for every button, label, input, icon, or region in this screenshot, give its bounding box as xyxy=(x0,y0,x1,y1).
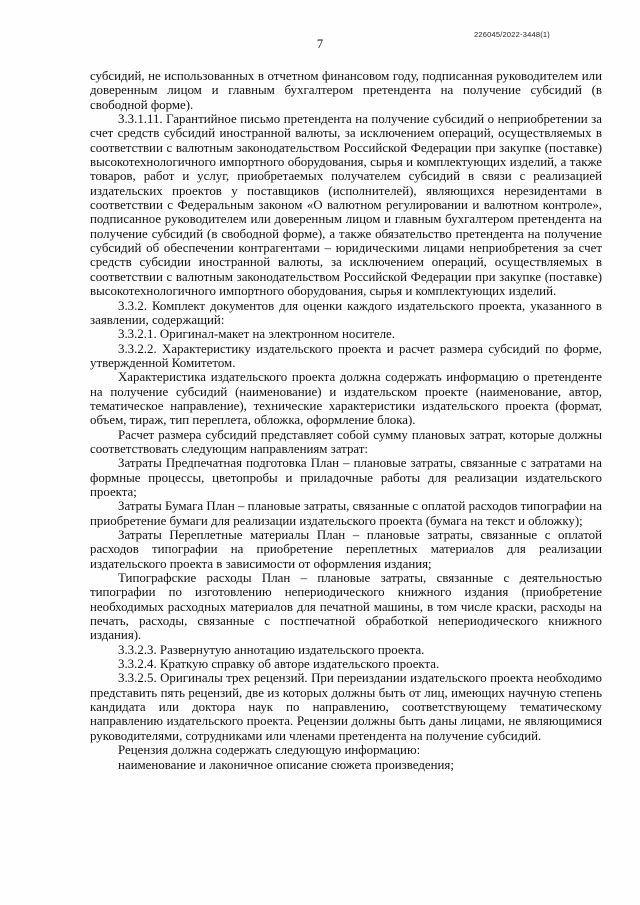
paragraph-project-characteristics: Характеристика издательского проекта должна содержать информацию о претенденте на получение субсидий (наименование) и издательском проекте (наименование, автор, тематическое направление), технические характеристики издательского проекта (формат, объем, тираж, тип переплета, обложка, оформление блока). xyxy=(90,370,602,428)
paragraph-3-3-1-11: 3.3.1.11. Гарантийное письмо претендента на получение субсидий о неприобретении за счет средств субсидий иностранной валюты, за исключением операций, осуществляемых в соответствии с валютным законодательством Российской Федерации при закупке (поставке) высокотехнологичного импортного оборудования, сырья и комплектующих изделий, а также товаров, работ и услуг, приобретаемых получателем субсидий в связи с реализацией издательских проектов у поставщиков (исполнителей), являющихся нерезидентами в соответствии с Федеральным законом «О валютном регулировании и валютном контроле», подписанное руководителем или доверенным лицом и главным бухгалтером претендента на получение субсидий (в свободной форме), а также обязательство претендента на получение субсидий об обеспечении контрагентами – юридическими лицами неприобретения за счет средств субсидии иностранной валюты, за исключением операций, осуществляемых в соответствии с валютным законодательством Российской Федерации при закупке (поставке) высокотехнологичного импортного оборудования, сырья и комплектующих изделий. xyxy=(90,112,602,299)
paragraph-continuation: субсидий, не использованных в отчетном финансовом году, подписанная руководителем или доверенным лицом и главным бухгалтером претендента на получение субсидий (в свободной форме). xyxy=(90,69,602,112)
paragraph-3-3-2-3: 3.3.2.3. Развернутую аннотацию издательского проекта. xyxy=(118,642,425,657)
paragraph-3-3-2-4: 3.3.2.4. Краткую справку об авторе издательского проекта. xyxy=(118,657,440,672)
paragraph-3-3-2-2: 3.3.2.2. Характеристику издательского проекта и расчет размера субсидий по форме, утвержденной Комитетом. xyxy=(90,341,602,370)
document-body xyxy=(90,69,602,772)
paragraph-3-3-2: 3.3.2. Комплект документов для оценки каждого издательского проекта, указанного в заявлении, содержащий: xyxy=(90,298,602,327)
paragraph-printing-costs: Типографские расходы План – плановые затраты, связанные с деятельностью типографии по изготовлению непериодического книжного издания (приобретение необходимых расходных материалов для печатной машины, в том числе краски, расходы на печать, расходы, связанные с постпечатной обработкой непериодического книжного издания). xyxy=(90,571,602,643)
paragraph-paper-costs: Затраты Бумага План – плановые затраты, связанные с оплатой расходов типографии на приобретение бумаги для реализации издательского проекта (бумага на текст и обложку); xyxy=(90,499,602,528)
paragraph-3-3-2-1: 3.3.2.1. Оригинал-макет на электронном носителе. xyxy=(118,327,395,342)
paragraph-subsidy-calculation: Расчет размера субсидий представляет собой сумму плановых затрат, которые должны соответствовать следующим направлениям затрат: xyxy=(90,427,602,456)
paragraph-review-item-title: наименование и лаконичное описание сюжета произведения; xyxy=(118,757,454,772)
document-registration-number: 226045/2022-3448(1) xyxy=(474,30,550,39)
paragraph-3-3-2-5: 3.3.2.5. Оригиналы трех рецензий. При переиздании издательского проекта необходимо представить пять рецензий, две из которых должны быть от лиц, имеющих научную степень кандидата или доктора наук по направлению, соответствующему тематическому направлению издательского проекта. Рецензии должны быть даны лицами, не являющимися руководителями, сотрудниками или членами претендента на получение субсидий. xyxy=(90,671,602,743)
paragraph-binding-materials-costs: Затраты Переплетные материалы План – плановые затраты, связанные с оплатой расходов типографии на приобретение переплетных материалов для реализации издательского проекта в зависимости от оформления издания; xyxy=(90,528,602,571)
page-number: 7 xyxy=(316,37,324,51)
paragraph-review-content: Рецензия должна содержать следующую информацию: xyxy=(118,743,421,758)
paragraph-prepress-costs: Затраты Предпечатная подготовка План – плановые затраты, связанные с затратами на формные процессы, цветопробы и приладочные работы для реализации издательского проекта; xyxy=(90,456,602,499)
